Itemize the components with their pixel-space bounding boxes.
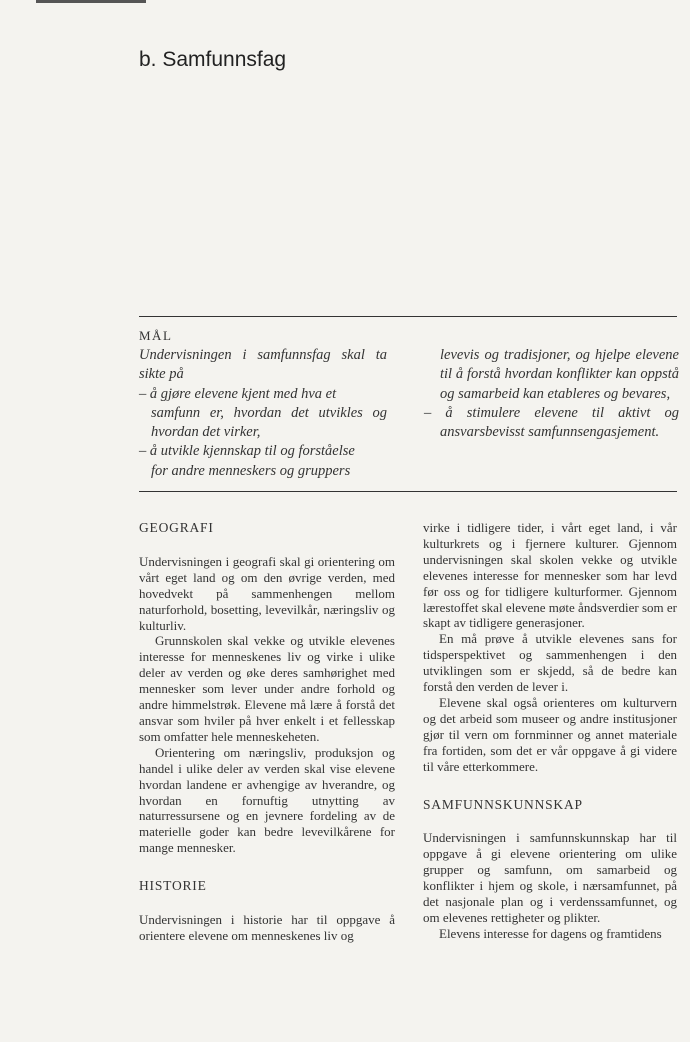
paragraph: Undervisningen i geografi skal gi orientering om vårt eget land og om den øvrige verden, med hovedvekt på sammenhengen mellom naturforhold, bosetting, levevilkår, næringsliv og kulturliv. [139,553,395,633]
paragraph: Undervisningen i historie har til oppgave å orientere elevene om menneskenes liv og [139,912,395,943]
section-title-samfunnskunnskap: SAMFUNNSKUNNSKAP [423,796,583,812]
mal-intro: Undervisningen i samfunnsfag skal ta sikte på [139,347,387,383]
mal-right-column [424,346,679,442]
top-edge-mark [36,0,146,3]
mal-item-continuation: levevis og tradisjoner, og hjelpe elevene til å forstå hvordan konflikter kan oppstå og samarbeid kan etableres og bevares, [440,347,679,402]
paragraph: Orientering om næringsliv, produksjon og handel i ulike deler av verden skal vise elevene hvordan landene er avhengige av hverandre, og hvordan en fornuftig utnytting av naturressursene og en jevnere fordeling av de materielle goder kan bedre levevilkårene for mange mennesker. [139,744,395,856]
paragraph: Elevens interesse for dagens og framtidens [439,925,662,941]
paragraph: Undervisningen i samfunnskunnskap har til oppgave å gi elevene orientering om ulike grupper og samfunn, om samarbeid og konflikter i hjem og skole, i nærsamfunnet, på det nasjonale plan og i verdenssamfunnet, og om elevenes rettigheter og plikter. [423,830,677,925]
mal-item: – å stimulere elevene til aktivt og ansvarsbevisst samfunnsengasjement. [424,404,679,441]
mal-item: – å utvikle kjennskap til og forståelse [139,443,355,460]
mal-left-column [139,346,387,481]
left-text-column [139,520,395,944]
paragraph: Elevene skal også orienteres om kulturvern og det arbeid som museer og andre institusjoner gjør til vern om fornminner og annet materiale fra fortiden, som det er vår oppgave å gi videre til våre etterkommere. [423,694,677,774]
section-title-geografi: GEOGRAFI [139,520,214,535]
mal-item: – å gjøre elevene kjent med hva et [139,385,337,402]
top-rule [139,316,677,317]
paragraph: En må prøve å utvikle elevenes sans for tidsperspektivet og sammenhengen i den utviklingen som er skjedd, så de bedre kan forstå den verden de lever i. [423,631,677,695]
paragraph: virke i tidligere tider, i vårt eget land, i vår kulturkrets og i fjernere kulturer. Gjennom undervisningen skal skolen vekke og utvikle elevenes interesse for mennesker som har levd før oss og for tidligere kulturformer. Gjennom lærestoffet skal elevene møte åndsverdier som er skapt av tidligere generasjoner. [423,520,677,631]
page-heading: b. Samfunnsfag [139,48,287,71]
right-text-column [423,520,677,942]
bottom-rule [139,491,677,492]
paragraph: Grunnskolen skal vekke og utvikle elevenes interesse for menneskenes liv og virke i ulike deler av verden og øke deres samhørighet med mennesker som lever under andre forhold og andre himmelstrøk. Elevene må lære å forstå det ansvar som hviler på hver enkelt i et fellesskap som omfatter hele menneskeheten. [139,633,395,744]
section-title-historie: HISTORIE [139,878,207,894]
mal-item-continuation: samfunn er, hvordan det utvikles og hvordan det virker, [151,404,387,441]
mal-label: MÅL [139,328,173,343]
mal-item-continuation: for andre menneskers og gruppers [151,462,351,479]
